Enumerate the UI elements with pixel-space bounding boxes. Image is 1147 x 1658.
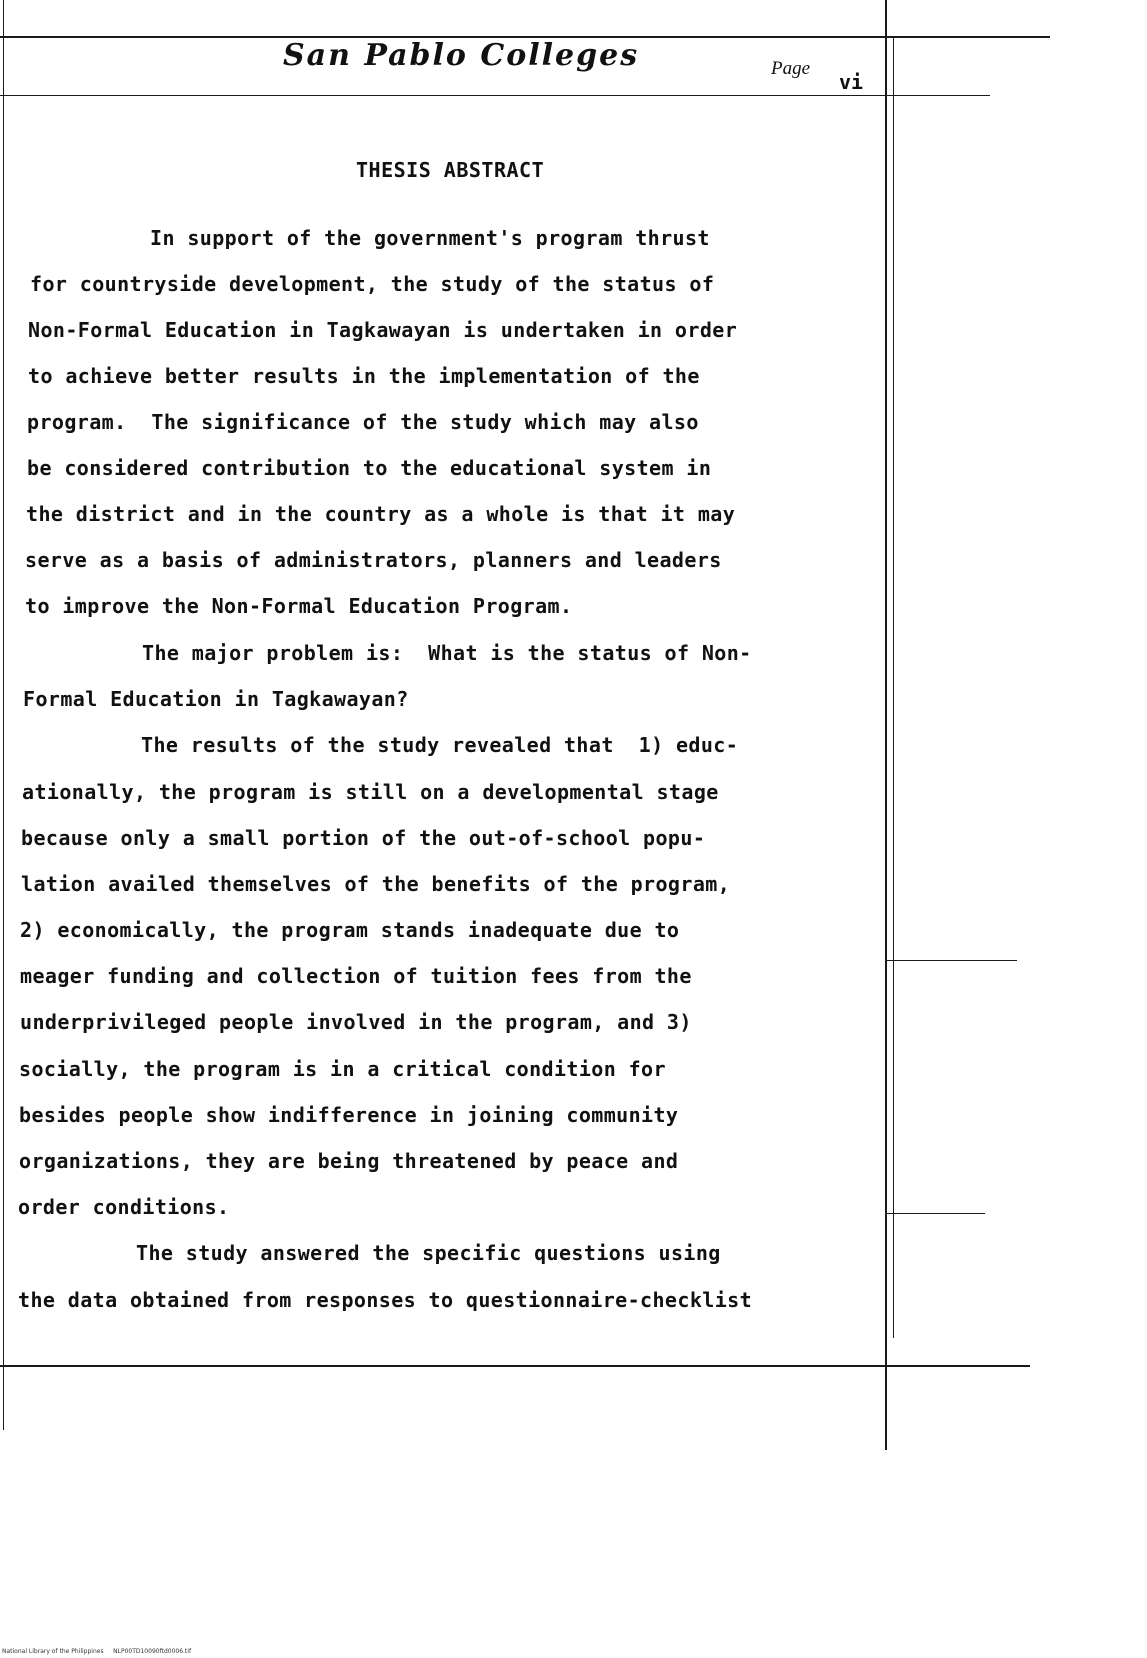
abstract-line: In support of the government's program thrust	[150, 226, 710, 250]
bottom-rule	[0, 1365, 1030, 1367]
abstract-line: the data obtained from responses to questionnaire-checklist	[18, 1288, 753, 1312]
abstract-line: because only a small portion of the out-of-school popu-	[21, 826, 706, 850]
header-underline	[0, 95, 990, 96]
abstract-line: underprivileged people involved in the program, and 3)	[20, 1010, 692, 1034]
outer-right-rule	[893, 38, 894, 1338]
abstract-line: meager funding and collection of tuition fees from the	[20, 964, 692, 988]
margin-tick-1	[885, 960, 1017, 961]
abstract-line: lation availed themselves of the benefits of the program,	[21, 872, 731, 896]
abstract-line: The study answered the specific questions using	[136, 1241, 721, 1265]
abstract-line: serve as a basis of administrators, planners and leaders	[25, 548, 722, 572]
footer-library: National Library of the Philippines	[2, 1648, 104, 1655]
abstract-line: organizations, they are being threatened by peace and	[19, 1149, 679, 1173]
abstract-line: ationally, the program is still on a developmental stage	[22, 780, 719, 804]
college-name: San Pablo Colleges	[283, 38, 640, 73]
abstract-line: besides people show indifference in joining community	[19, 1103, 679, 1127]
abstract-line: order conditions.	[18, 1195, 230, 1219]
abstract-line: socially, the program is in a critical condition for	[19, 1057, 666, 1081]
abstract-heading: THESIS ABSTRACT	[356, 158, 545, 182]
abstract-line: program. The significance of the study which may also	[27, 410, 699, 434]
abstract-line: The major problem is: What is the status of Non-	[142, 641, 752, 665]
footer-note	[2, 1648, 191, 1655]
abstract-line: the district and in the country as a whole is that it may	[26, 502, 736, 526]
page-label: Page	[771, 58, 811, 79]
abstract-line: to improve the Non-Formal Education Program.	[25, 594, 573, 618]
abstract-line: 2) economically, the program stands inadequate due to	[20, 918, 680, 942]
abstract-line: Formal Education in Tagkawayan?	[23, 687, 409, 711]
right-margin-rule	[885, 0, 887, 1450]
page-number: vi	[839, 70, 864, 94]
abstract-line: The results of the study revealed that 1) educ-	[141, 733, 739, 757]
abstract-line: be considered contribution to the educational system in	[27, 456, 712, 480]
margin-tick-2	[885, 1213, 985, 1214]
left-margin-rule	[3, 0, 4, 1430]
abstract-line: to achieve better results in the implementation of the	[28, 364, 700, 388]
abstract-line: for countryside development, the study of the status of	[30, 272, 715, 296]
footer-file-ref: NLP00TD10090ftd0006.tif	[113, 1648, 192, 1655]
abstract-line: Non-Formal Education in Tagkawayan is undertaken in order	[28, 318, 738, 342]
